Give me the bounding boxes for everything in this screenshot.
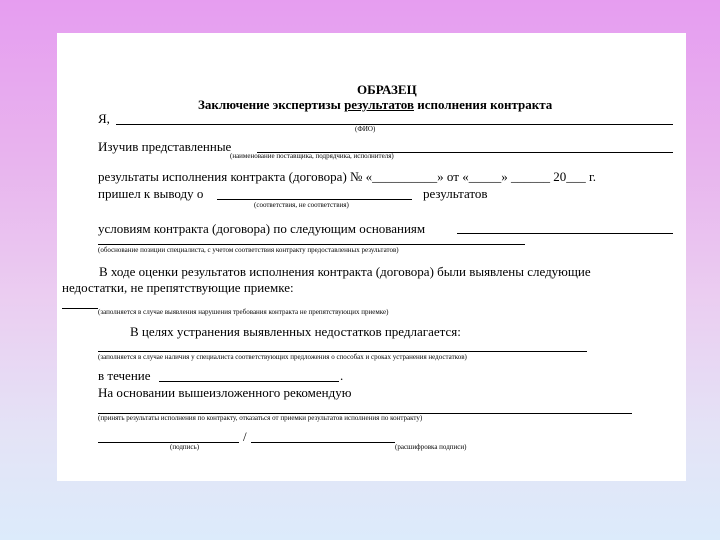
line-recommend: На основании вышеизложенного рекомендую xyxy=(98,385,352,400)
subtitle-post: исполнения контракта xyxy=(413,97,553,112)
document-subtitle xyxy=(198,98,552,111)
signature-decode-field-line xyxy=(251,442,395,443)
para-defects-line1: В ходе оценки результатов исполнения контракта (договора) были выявлены следующие xyxy=(99,264,591,279)
conclusion-field-line xyxy=(217,199,412,200)
line-results: результаты исполнения контракта (договора) № «__________» от «_____» ______ 20___ г. xyxy=(98,169,597,184)
caption-match: (соответствия, не соответствия) xyxy=(254,201,349,209)
fio-field-line xyxy=(116,124,673,125)
term-field-line xyxy=(159,381,339,382)
para-fix: В целях устранения выявленных недостатков предлагается: xyxy=(130,324,461,339)
label-conclusion: пришел к выводу о xyxy=(98,186,204,201)
para-defects-line2: недостатки, не препятствующие приемке: xyxy=(62,280,294,295)
caption-fix: (заполняется в случае наличия у специалиста соответствующих предложения о способах и сроках устранения недостатков) xyxy=(98,353,467,361)
label-ya: Я, xyxy=(98,111,110,126)
caption-supplier: (наименование поставщика, подрядчика, исполнителя) xyxy=(230,152,394,160)
subtitle-pre: Заключение экспертизы xyxy=(198,97,345,112)
document-title: ОБРАЗЕЦ xyxy=(357,82,417,97)
fix-field-line xyxy=(98,351,587,352)
signature-field-line xyxy=(98,442,239,443)
caption-basis: (обоснование позиции специалиста, с учетом соответствия контракту предоставленных результатов) xyxy=(98,246,399,254)
defects-field-line xyxy=(62,308,98,309)
sign-separator: / xyxy=(243,429,247,444)
label-izuchiv: Изучив представленные xyxy=(98,139,232,154)
line-conditions: условиям контракта (договора) по следующим основаниям xyxy=(98,221,426,236)
caption-signature: (подпись) xyxy=(170,443,200,451)
label-term-end: . xyxy=(340,368,344,383)
conditions-field-line xyxy=(457,233,673,234)
basis-field-line xyxy=(98,244,525,245)
caption-decode: (расшифровка подписи) xyxy=(395,443,467,451)
caption-defects: (заполняется в случае выявления нарушения требования контракта не препятствующих приемке) xyxy=(98,308,389,316)
label-conclusion-results: результатов xyxy=(423,186,488,201)
document-page xyxy=(57,33,686,481)
subtitle-underlined: результатов xyxy=(344,97,414,112)
caption-recommend: (принять результаты исполнения по контракту, отказаться от приемки результатов исполнения по контракту) xyxy=(98,414,423,422)
caption-fio: (ФИО) xyxy=(355,125,376,133)
label-term: в течение xyxy=(98,368,151,383)
